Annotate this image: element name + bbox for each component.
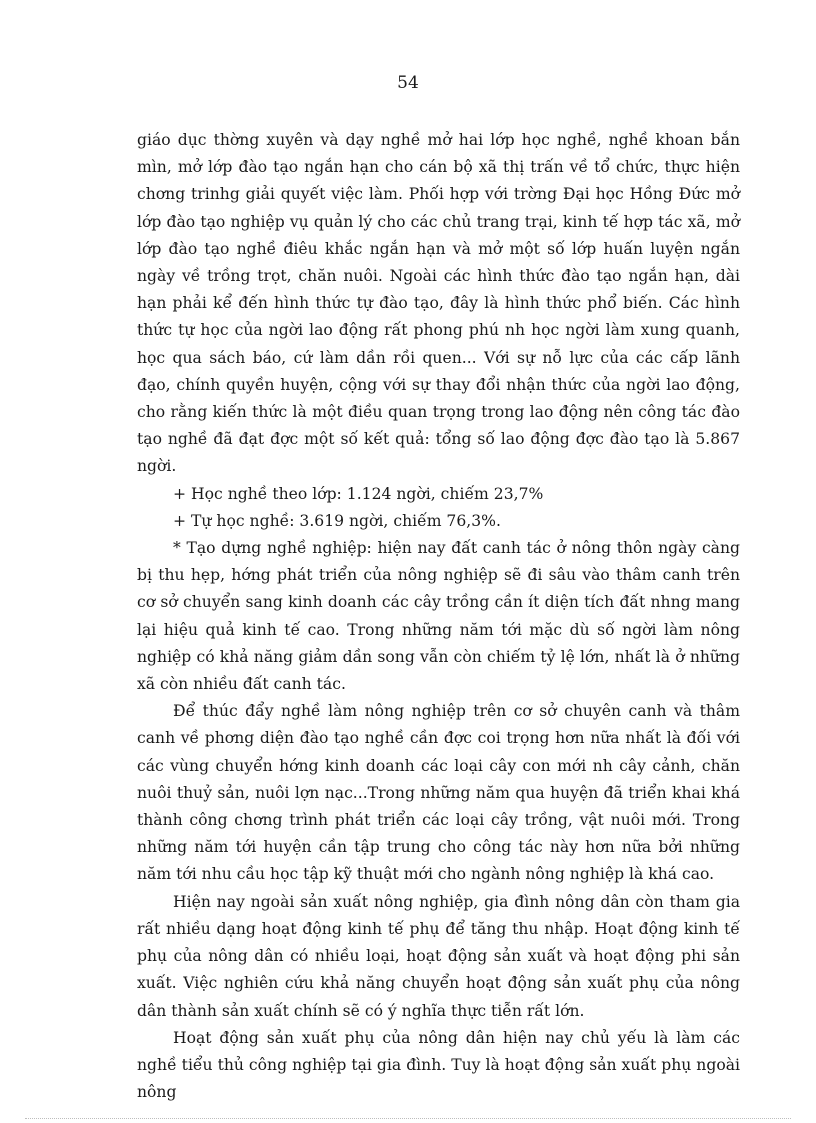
page-number: 54: [397, 73, 419, 93]
paragraph-career-building: * Tạo dựng nghề nghiệp: hiện nay đất canh tác ở nông thôn ngày càng bị thu hẹp, hớng phát triển của nông nghiệp sẽ đi sâu vào thâm canh trên cơ sở chuyển sang kinh doanh các cây trồng cần ít diện tích đất nhng mang lại hiệu quả kinh tế cao. Trong những năm tới mặc dù số ngời làm nông nghiệp có khả năng giảm dần song vẫn còn chiếm tỷ lệ lớn, nhất là ở những xã còn nhiều đất canh tác.: [137, 539, 740, 694]
list-item-self-study: + Tự học nghề: 3.619 ngời, chiếm 76,3%.: [173, 511, 501, 530]
paragraph-training-continued: giáo dục thờng xuyên và dạy nghề mở hai lớp học nghề, nghề khoan bắn mìn, mở lớp đào tạo ngắn hạn cho cán bộ xã thị trấn về tổ chức, thực hiện chơng trinhg giải quyết việc làm. Phối hợp với trờng Đại học Hồng Đức mở lớp đào tạo nghiệp vụ quản lý cho các chủ trang trại, kinh tế hợp tác xã, mở lớp đào tạo nghề điêu khắc ngắn hạn và mở một số lớp huấn luyện ngắn ngày về trồng trọt, chăn nuôi. Ngoài các hình thức đào tạo ngắn hạn, dài hạn phải kể đến hình thức tự đào tạo, đây là hình thức phổ biến. Các hình thức tự học của ngời lao động rất phong phú nh học ngời làm xung quanh, học qua sách báo, cứ làm dần rồi quen... Với sự nỗ lực của các cấp lãnh đạo, chính quyền huyện, cộng với sự thay đổi nhận thức của ngời lao động, cho rằng kiến thức là một điều quan trọng trong lao động nên công tác đào tạo nghề đã đạt đợc một số kết quả: tổng số lao động đợc đào tạo là 5.867 ngời.: [137, 131, 740, 476]
paragraph-side-activities: Hiện nay ngoài sản xuất nông nghiệp, gia đình nông dân còn tham gia rất nhiều dạng hoạt động kinh tế phụ để tăng thu nhập. Hoạt động kinh tế phụ của nông dân có nhiều loại, hoạt động sản xuất và hoạt động phi sản xuất. Việc nghiên cứu khả năng chuyển hoạt động sản xuất phụ của nông dân thành sản xuất chính sẽ có ý nghĩa thực tiễn rất lớn.: [137, 892, 740, 1020]
paragraph-handicraft: Hoạt động sản xuất phụ của nông dân hiện nay chủ yếu là làm các nghề tiểu thủ công nghiệp tại gia đình. Tuy là hoạt động sản xuất phụ ngoài nông: [137, 1028, 740, 1102]
page-bottom-divider: [25, 1118, 791, 1119]
paragraph-agriculture-training: Để thúc đẩy nghề làm nông nghiệp trên cơ sở chuyên canh và thâm canh về phơng diện đào tạo nghề cần đợc coi trọng hơn nữa nhất là đối với các vùng chuyển hớng kinh doanh các loại cây con mới nh cây cảnh, chăn nuôi thuỷ sản, nuôi lợn nạc...Trong những năm qua huyện đã triển khai khá thành công chơng trình phát triển các loại cây trồng, vật nuôi mới. Trong những năm tới huyện cần tập trung cho công tác này hơn nữa bởi những năm tới nhu cầu học tập kỹ thuật mới cho ngành nông nghiệp là khá cao.: [137, 702, 740, 884]
document-body: [137, 127, 740, 1106]
list-item-class-training: + Học nghề theo lớp: 1.124 ngời, chiếm 23,7%: [173, 484, 544, 503]
